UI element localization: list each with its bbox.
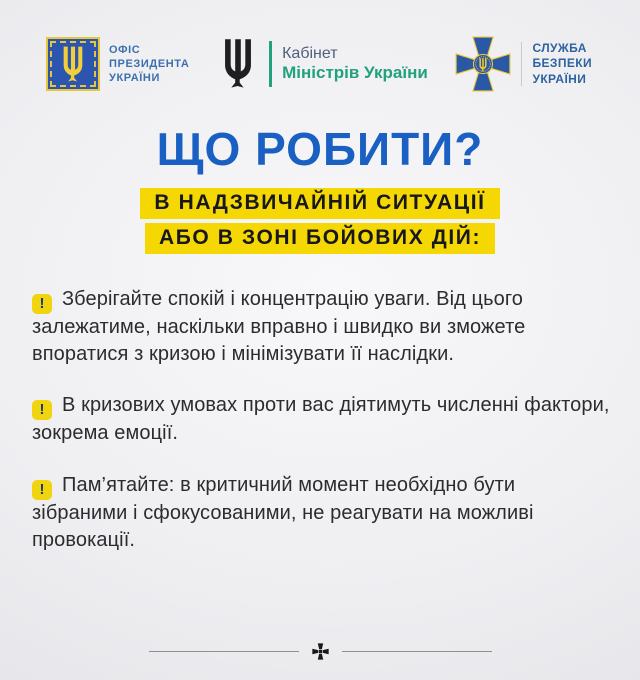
president-text-line: ОФІС bbox=[109, 43, 141, 56]
bullet-list bbox=[0, 256, 640, 553]
president-emblem-icon bbox=[46, 37, 100, 91]
logo-cabinet-text bbox=[282, 45, 428, 83]
exclamation-icon: ! bbox=[32, 400, 52, 420]
logo-cabinet bbox=[217, 37, 428, 91]
bullet-text: В кризових умовах проти вас діятимуть численні фактори, зокрема емоції. bbox=[32, 394, 610, 445]
sbu-divider bbox=[521, 42, 522, 86]
exclamation-icon: ! bbox=[32, 480, 52, 500]
trident-icon bbox=[58, 45, 88, 84]
president-text-line: ПРЕЗИДЕНТА bbox=[109, 57, 190, 70]
header-logos bbox=[0, 0, 640, 92]
cross-pattee-icon bbox=[312, 643, 329, 660]
bullet-item bbox=[32, 392, 610, 447]
bullet-text: Зберігайте спокій і концентрацію уваги. Від цього залежатиме, наскільки вправно і швидко ви зможете впоратися з кризою і мінімізувати її наслідки. bbox=[32, 288, 526, 365]
bullet-text: Пам’ятайте: в критичний момент необхідно бути зібраними і сфокусованими, не реагувати на можливі провокації. bbox=[32, 474, 534, 551]
subtitle-highlight-line2: АБО В ЗОНІ БОЙОВИХ ДІЙ: bbox=[145, 223, 495, 254]
sbu-text-line: БЕЗПЕКИ bbox=[532, 56, 592, 71]
logo-sbu-text bbox=[532, 41, 592, 88]
sbu-text-line: СЛУЖБА bbox=[532, 40, 587, 55]
logo-president-text bbox=[109, 43, 189, 86]
bullet-item bbox=[32, 286, 610, 367]
bullet-item bbox=[32, 472, 610, 553]
sbu-emblem-icon bbox=[455, 36, 511, 92]
divider-line-left bbox=[149, 651, 299, 652]
exclamation-icon: ! bbox=[32, 294, 52, 314]
cabinet-text-line1: Кабінет bbox=[282, 45, 338, 63]
subtitle-highlight-line1: В НАДЗВИЧАЙНІЙ СИТУАЦІЇ bbox=[140, 188, 499, 219]
cabinet-divider bbox=[269, 41, 272, 87]
logo-president bbox=[46, 37, 189, 91]
divider-line-right bbox=[342, 651, 492, 652]
sbu-text-line: УКРАЇНИ bbox=[532, 71, 587, 86]
page-title: ЩО РОБИТИ? bbox=[156, 123, 484, 175]
cabinet-trident-icon bbox=[217, 37, 259, 91]
footer-divider bbox=[0, 643, 640, 660]
logo-sbu bbox=[455, 36, 592, 92]
president-text-line: УКРАЇНИ bbox=[109, 72, 160, 85]
cabinet-text-line2: Міністрів України bbox=[282, 63, 428, 83]
subtitle-block bbox=[0, 186, 640, 256]
